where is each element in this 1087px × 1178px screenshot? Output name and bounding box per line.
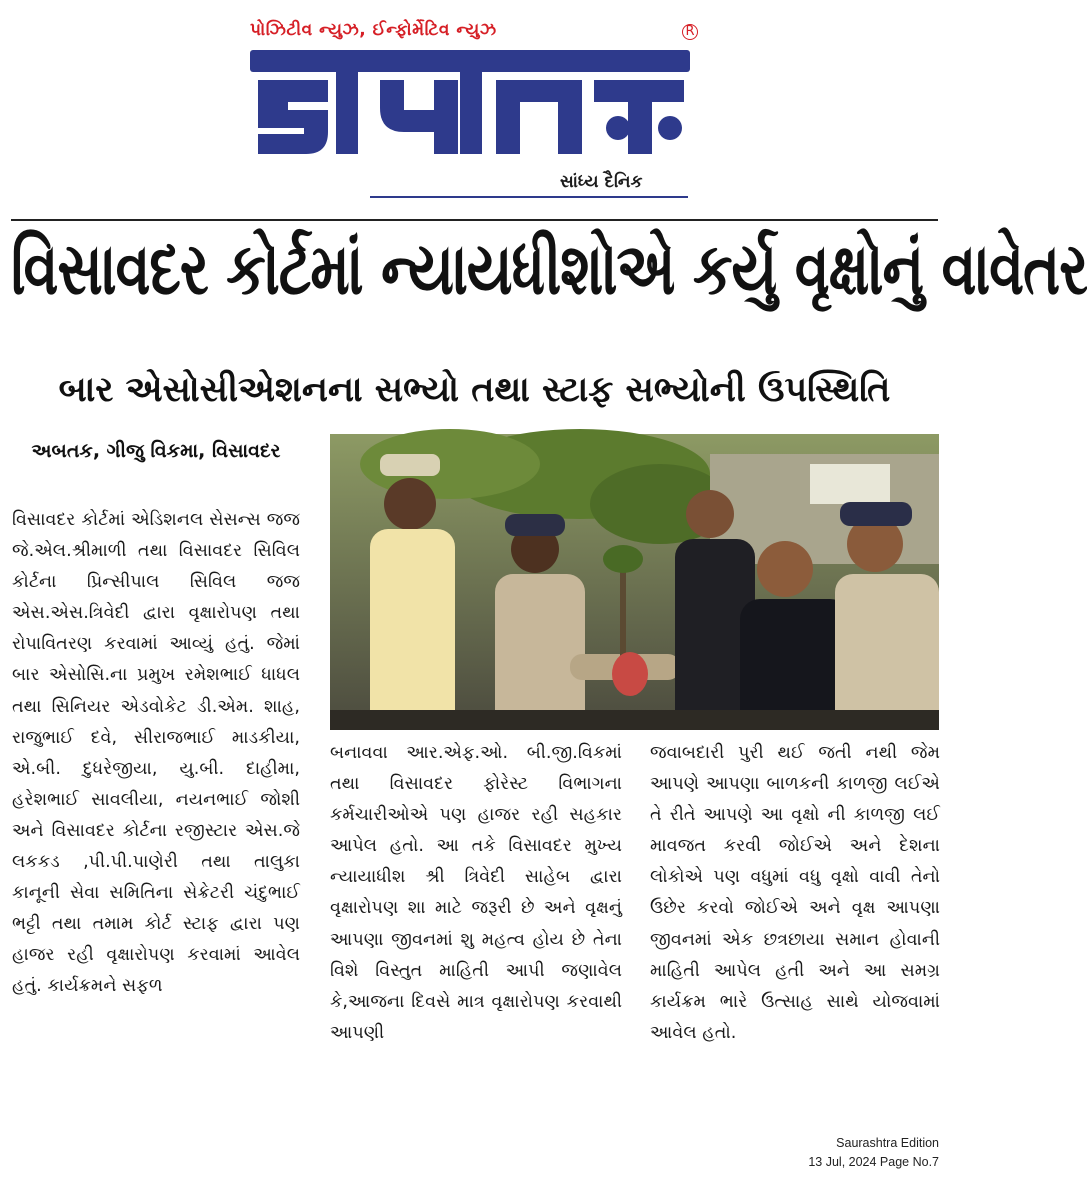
article-photo	[330, 434, 939, 730]
logo-wordmark-icon	[250, 40, 690, 158]
column-3-text: જવાબદારી પુરી થઈ જતી નથી જેમ આપણે આપણા બાળકની કાળજી લઈએ તે રીતે આપણે આ વૃક્ષો ની કાળજી લઈ માવજત કરવી જોઈએ અને દેશના લોકોએ પણ વધુમાં વધુ વૃક્ષો વાવી તેનો ઉછેર કરવો જોઈએ અને વૃક્ષ આપણા જીવનમાં એક છત્રછાયા સમાન હોવાની માહિતી આપેલ હતી અને આ સમગ્ર કાર્યક્રમ ભારે ઉત્સાહ સાથે યોજવામાં આવેલ હતો.	[650, 743, 940, 1043]
edition-tag: સાંધ્ય દૈનિક	[560, 172, 643, 192]
tree-plantation-photo-icon	[330, 434, 939, 730]
page-footer	[808, 1134, 939, 1172]
article-column-2	[330, 738, 622, 1049]
page-title: વિસાવદર કોર્ટમાં ન્યાયધીશોએ કર્યુ વૃક્ષોનું વાવેતર	[11, 228, 1087, 312]
column-1-text: વિસાવદર કોર્ટમાં એડિશનલ સેસન્સ જજ જે.એલ.શ્રીમાળી તથા વિસાવદર સિવિલ કોર્ટના પ્રિન્સીપાલ સિવિલ જજ એસ.એસ.ત્રિવેદી દ્વારા વૃક્ષારોપણ તથા રોપાવિતરણ કરવામાં આવ્યું હતું. જેમાં બાર એસોસિ.ના પ્રમુખ રમેશભાઈ ધાધલ તથા સિનિયર એડવોકેટ ડી.એમ. શાહ, રાજુભાઈ દવે, સીરાજભાઈ માડકીયા, એ.બી. દુધરેજીયા, યુ.બી. દાહીમા, હરેશભાઈ સાવલીયા, નયનભાઈ જોશી અને વિસાવદર કોર્ટના રજીસ્ટાર એસ.જે લકકડ ,પી.પી.પાણેરી તથા તાલુકા કાનૂની સેવા સમિતિના સેક્રેટરી ચંદુભાઈ ભટ્ટી તથા તમામ કોર્ટ સ્ટાફ દ્વારા પણ હાજર રહી વૃક્ષારોપણ કરવામાં આવેલ હતું. કાર્યક્રમને સફળ	[12, 510, 300, 997]
column-2-text: બનાવવા આર.એફ.ઓ. બી.જી.વિકમાં તથા વિસાવદર ફોરેસ્ટ વિભાગના કર્મચારીઓએ પણ હાજર રહી સહકાર આપેલ હતો. આ તકે વિસાવદર મુખ્ય ન્યાયાધીશ શ્રી ત્રિવેદી સાહેબ દ્વારા વૃક્ષારોપણ શા માટે જરૂરી છે અને વૃક્ષનું આપણા જીવનમાં શુ મહત્વ હોય છે તેના વિશે વિસ્તુત માહિતી આપી જણાવેલ કે,આજના દિવસે માત્ર વૃક્ષારોપણ કરવાથી આપણી	[330, 743, 622, 1043]
article-dateline: અબતક, ગીજુ વિકમા, વિસાવદર	[31, 440, 281, 462]
masthead-tagline: પોઝિટીવ ન્યુઝ, ઈન્ફોર્મેટિવ ન્યુઝ	[250, 20, 497, 40]
registered-mark: R	[682, 24, 698, 40]
article-column-3	[650, 738, 940, 1049]
newspaper-logo	[250, 40, 690, 158]
logo-underline	[370, 196, 688, 198]
article-column-1	[12, 505, 300, 1003]
edition-label: Saurashtra Edition	[836, 1136, 939, 1150]
article-subheadline: બાર એસોસીએશનના સભ્યો તથા સ્ટાફ સભ્યોની ઉપસ્થિતિ	[58, 370, 891, 410]
date-page-label: 13 Jul, 2024 Page No.7	[808, 1155, 939, 1169]
top-divider	[11, 219, 938, 221]
